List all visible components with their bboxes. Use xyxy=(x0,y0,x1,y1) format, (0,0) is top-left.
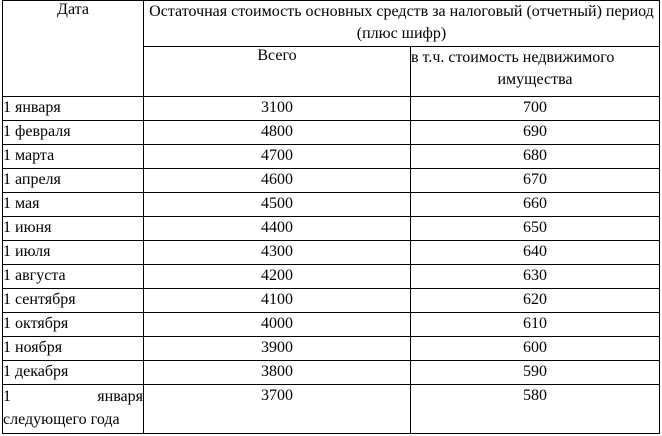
total-cell: 4200 xyxy=(144,265,411,289)
header-total-label: Всего xyxy=(257,47,297,64)
real-estate-cell: 590 xyxy=(411,361,660,385)
date-cell: 1 ноября xyxy=(3,337,144,361)
date-cell: 1 июня xyxy=(3,217,144,241)
date-cell-last-line2: следующего года xyxy=(3,411,120,428)
real-estate-cell: 640 xyxy=(411,241,660,265)
date-cell: 1 апреля xyxy=(3,169,144,193)
total-cell: 4800 xyxy=(144,121,411,145)
real-estate-cell: 630 xyxy=(411,265,660,289)
date-cell: 1 сентября xyxy=(3,289,144,313)
table-row xyxy=(3,265,660,289)
real-estate-cell: 610 xyxy=(411,313,660,337)
total-cell: 4500 xyxy=(144,193,411,217)
real-estate-cell: 650 xyxy=(411,217,660,241)
date-cell: 1 января xyxy=(3,97,144,121)
table-row xyxy=(3,97,660,121)
table-row xyxy=(3,169,660,193)
total-cell: 4100 xyxy=(144,289,411,313)
table-row-last xyxy=(3,385,660,434)
date-cell: 1 августа xyxy=(3,265,144,289)
table-row xyxy=(3,241,660,265)
real-estate-cell: 700 xyxy=(411,97,660,121)
header-row-1 xyxy=(3,1,660,47)
real-estate-cell: 670 xyxy=(411,169,660,193)
date-cell: 1 марта xyxy=(3,145,144,169)
date-cell: 1 декабря xyxy=(3,361,144,385)
header-date-label: Дата xyxy=(57,1,89,18)
total-cell: 4700 xyxy=(144,145,411,169)
header-real-estate-line1: в т.ч. стоимость недвижимого xyxy=(411,49,615,66)
header-date xyxy=(3,1,144,97)
table-row xyxy=(3,217,660,241)
total-cell: 4600 xyxy=(144,169,411,193)
total-cell: 3800 xyxy=(144,361,411,385)
total-cell: 4400 xyxy=(144,217,411,241)
table-row xyxy=(3,313,660,337)
table-row xyxy=(3,145,660,169)
header-real-estate-line2: имущества xyxy=(497,71,573,88)
real-estate-cell: 660 xyxy=(411,193,660,217)
date-cell-last xyxy=(3,385,144,434)
table-row xyxy=(3,193,660,217)
total-cell: 3100 xyxy=(144,97,411,121)
date-cell: 1 мая xyxy=(3,193,144,217)
table-row xyxy=(3,361,660,385)
table-row xyxy=(3,121,660,145)
date-cell: 1 июля xyxy=(3,241,144,265)
date-cell-last-line1 xyxy=(3,385,143,408)
header-group-label: Остаточная стоимость основных средств за налоговый (отчетный) период (плюс шифр) xyxy=(149,3,654,42)
real-estate-cell: 620 xyxy=(411,289,660,313)
total-cell: 3900 xyxy=(144,337,411,361)
real-estate-cell: 580 xyxy=(411,385,660,434)
real-estate-cell: 600 xyxy=(411,337,660,361)
date-cell: 1 октября xyxy=(3,313,144,337)
total-cell: 4300 xyxy=(144,241,411,265)
table-row xyxy=(3,289,660,313)
date-cell: 1 февраля xyxy=(3,121,144,145)
header-group xyxy=(144,1,660,47)
table-row xyxy=(3,337,660,361)
total-cell: 3700 xyxy=(144,385,411,434)
date-day: 1 xyxy=(3,388,11,405)
header-real-estate xyxy=(411,47,660,97)
real-estate-cell: 680 xyxy=(411,145,660,169)
total-cell: 4000 xyxy=(144,313,411,337)
header-total xyxy=(144,47,411,97)
real-estate-cell: 690 xyxy=(411,121,660,145)
date-month: января xyxy=(97,388,143,405)
residual-value-table xyxy=(2,0,660,434)
